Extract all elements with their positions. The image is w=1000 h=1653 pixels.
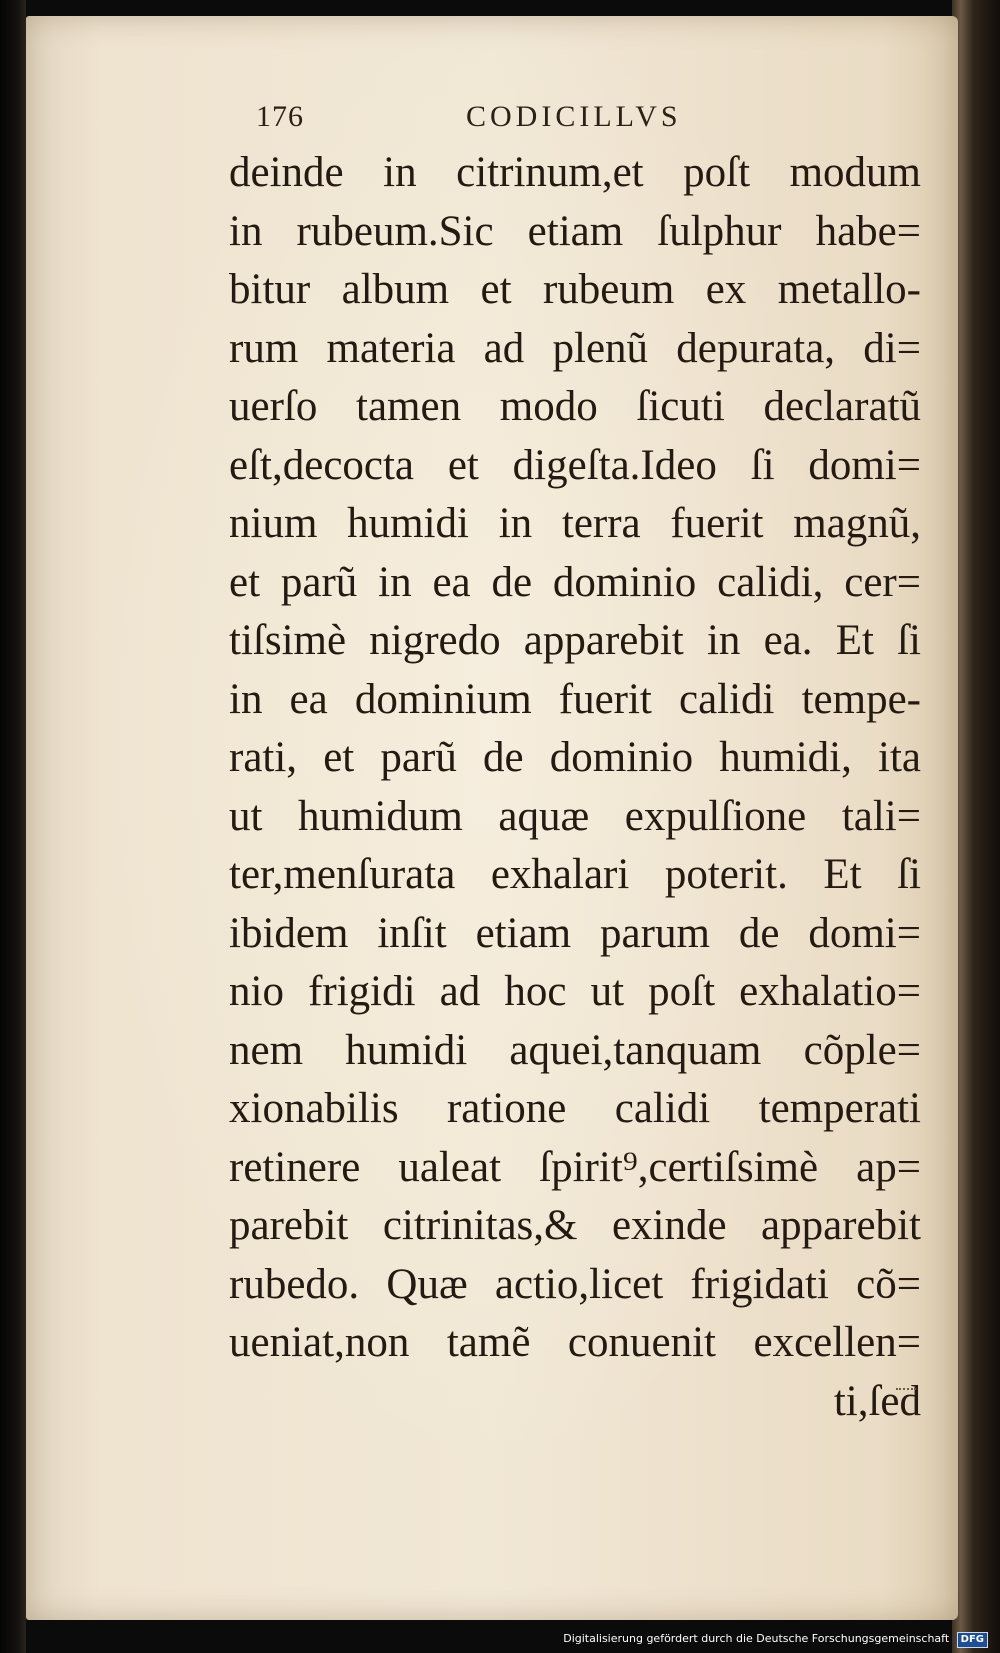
text-line: tiſsimè nigredo apparebit in ea. Et ſi xyxy=(229,617,921,664)
text-line: xionabilis ratione calidi temperati xyxy=(229,1085,921,1132)
text-line: ter,menſurata exhalari poterit. Et ſi xyxy=(229,851,921,898)
catchword: ti,ſed xyxy=(833,1377,921,1425)
dfg-logo: DFG xyxy=(957,1632,988,1648)
text-line: rum materia ad plenũ depurata, di= xyxy=(229,324,921,372)
text-line: eſt,decocta et digeſta.Ideo ſi domi= xyxy=(229,441,921,489)
text-line: in ea dominium fuerit calidi tempe- xyxy=(229,675,921,723)
page-header xyxy=(26,94,958,144)
text-line: nium humidi in terra fuerit magnũ, xyxy=(229,500,921,547)
text-line: et parũ in ea de dominio calidi, cer= xyxy=(229,558,921,606)
book-fore-edge xyxy=(952,0,1000,1653)
running-head: CODICILLVS xyxy=(466,100,682,133)
text-line: retinere ualeat ſpirit⁹,certiſsimè ap= xyxy=(229,1143,921,1191)
text-line: parebit citrinitas,& exinde apparebit xyxy=(229,1202,921,1249)
catchword-underline xyxy=(896,1388,916,1390)
text-line: deinde in citrinum,et poſt modum xyxy=(229,149,921,196)
digitization-credit xyxy=(563,1629,988,1649)
text-line: rati, et parũ de dominio humidi, ita xyxy=(229,734,921,781)
scan-left-edge xyxy=(0,0,26,1653)
page-number: 176 xyxy=(256,100,304,133)
body-text xyxy=(229,144,921,1431)
text-line: nio frigidi ad hoc ut poſt exhalatio= xyxy=(229,968,921,1015)
text-line: in rubeum.Sic etiam ſulphur habe= xyxy=(229,207,921,255)
text-line: bitur album et rubeum ex metallo- xyxy=(229,266,921,313)
text-line: ueniat,non tamẽ conuenit excellen= xyxy=(229,1319,921,1366)
text-line: ut humidum aquæ expulſione tali= xyxy=(229,792,921,840)
book-page xyxy=(26,16,958,1620)
text-line: nem humidi aquei,tanquam cõple= xyxy=(229,1026,921,1074)
credit-text: Digitalisierung gefördert durch die Deutsche Forschungsgemeinschaft xyxy=(563,1632,950,1645)
text-line: ibidem inſit etiam parum de domi= xyxy=(229,909,921,957)
text-line: uerſo tamen modo ſicuti declaratũ xyxy=(229,383,921,430)
text-line: rubedo. Quæ actio,licet frigidati cõ= xyxy=(229,1260,921,1308)
